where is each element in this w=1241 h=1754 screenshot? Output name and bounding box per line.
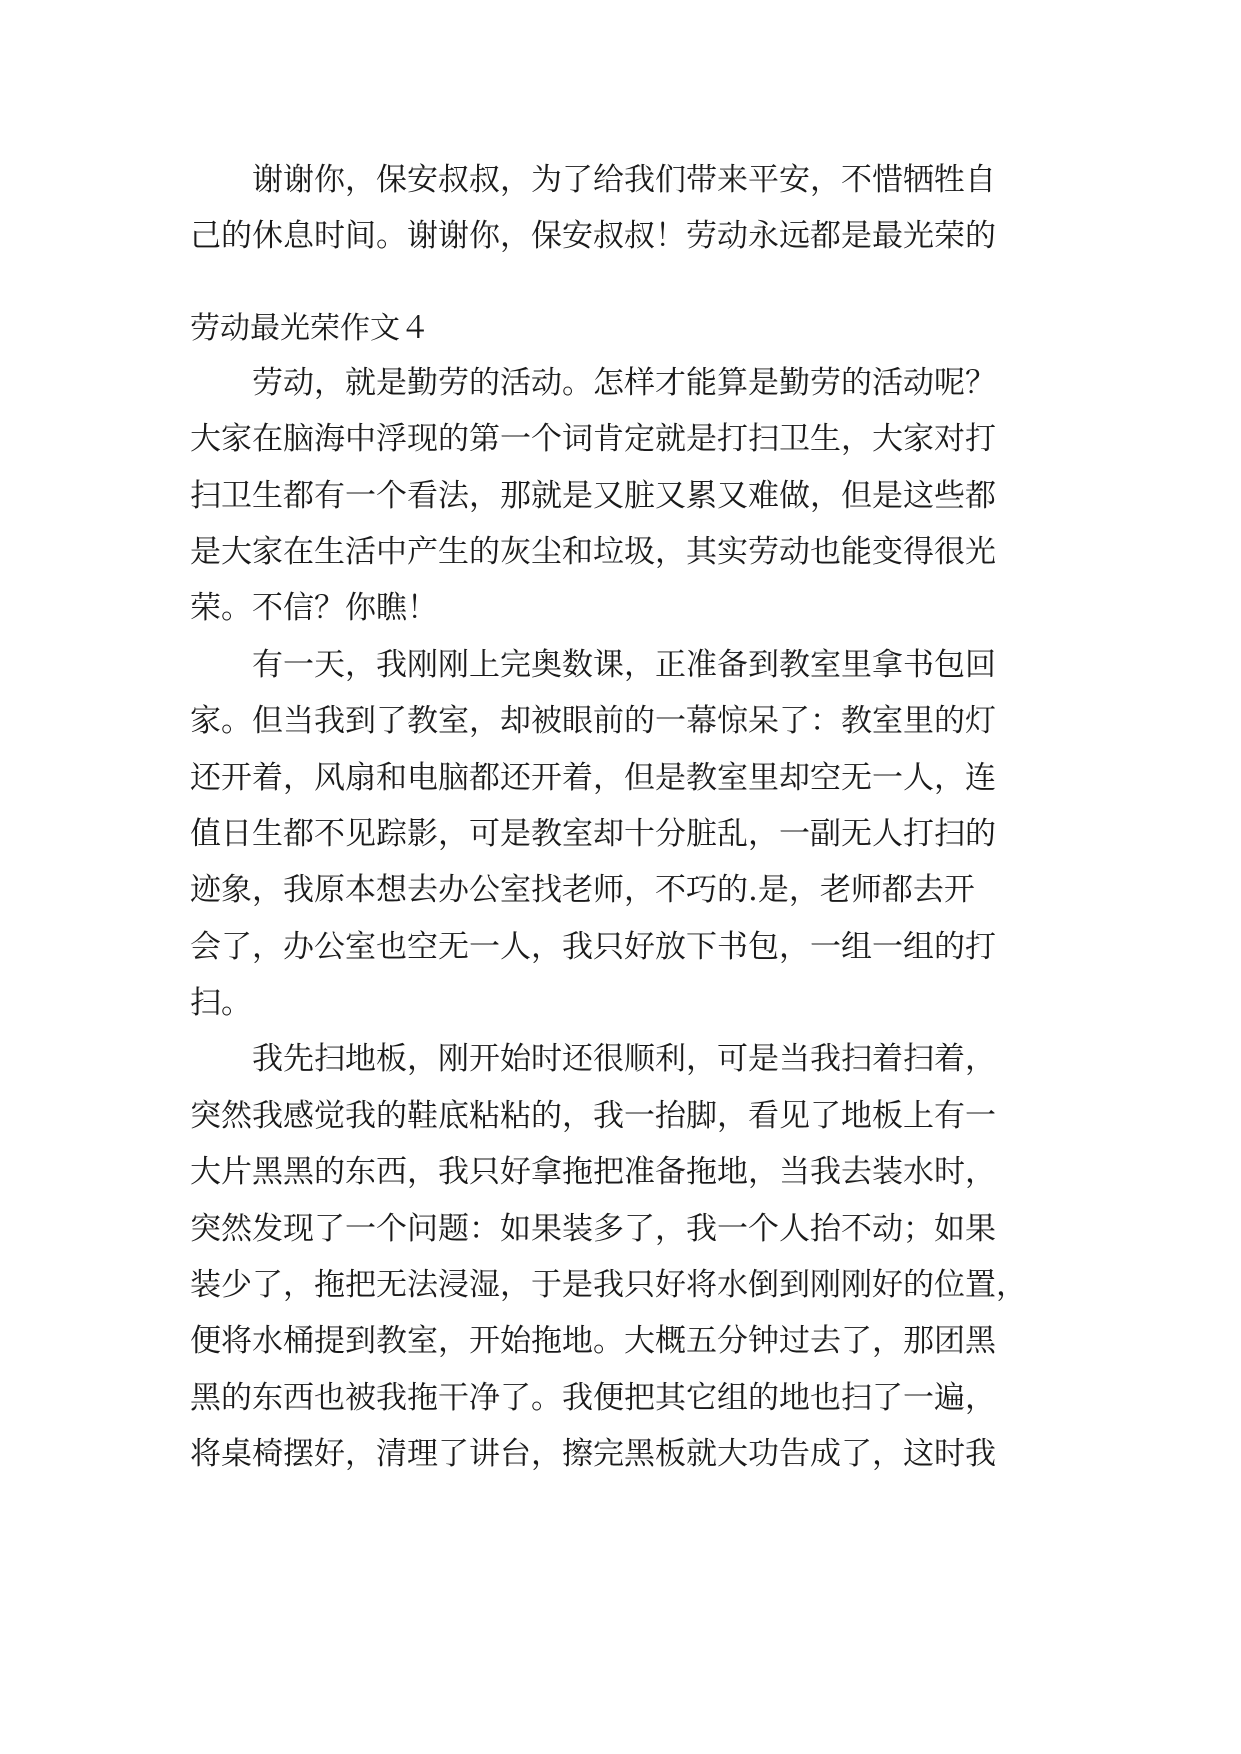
text-line: 还开着，风扇和电脑都还开着，但是教室里却空无一人，连 <box>190 759 996 796</box>
blank-line <box>190 265 1056 303</box>
text-line: 大片黑黑的东西，我只好拿拖把准备拖地，当我去装水时， <box>190 1154 996 1191</box>
text-line: 劳动，就是勤劳的活动。怎样才能算是勤劳的活动呢？ <box>190 364 996 401</box>
text-line: 黑的东西也被我拖干净了。我便把其它组的地也扫了一遍， <box>190 1379 996 1416</box>
text-line: 大家在脑海中浮现的第一个词肯定就是打扫卫生，大家对打 <box>190 421 996 458</box>
text-line: 荣。不信？你瞧！ <box>190 590 438 627</box>
text-line: 扫。 <box>190 985 252 1022</box>
text-line: 家。但当我到了教室，却被眼前的一幕惊呆了：教室里的灯 <box>190 703 996 740</box>
text-line: 装少了，拖把无法浸湿，于是我只好将水倒到刚刚好的位置， <box>190 1267 1027 1304</box>
text-line: 扫卫生都有一个看法，那就是又脏又累又难做，但是这些都 <box>190 477 996 514</box>
text-line: 突然发现了一个问题：如果装多了，我一个人抬不动；如果 <box>190 1210 996 1247</box>
text-line: 有一天，我刚刚上完奥数课，正准备到教室里拿书包回 <box>190 646 996 683</box>
paragraph-2 <box>190 637 1056 1032</box>
text-line: 会了，办公室也空无一人，我只好放下书包，一组一组的打 <box>190 928 996 965</box>
text-line: 将桌椅摆好，清理了讲台，擦完黑板就大功告成了，这时我 <box>190 1436 996 1473</box>
document-page <box>190 152 1056 1483</box>
section-heading: 劳动最光荣作文４ <box>190 310 430 346</box>
text-line: 谢谢你，保安叔叔，为了给我们带来平安，不惜牺牲自 <box>190 162 996 198</box>
text-line: 迹象，我原本想去办公室找老师，不巧的.是，老师都去开 <box>190 872 975 909</box>
text-line: 突然我感觉我的鞋底粘粘的，我一抬脚，看见了地板上有一 <box>190 1097 996 1134</box>
text-line: 是大家在生活中产生的灰尘和垃圾，其实劳动也能变得很光 <box>190 533 996 570</box>
paragraph-1 <box>190 355 1056 637</box>
paragraph-3 <box>190 1031 1056 1482</box>
previous-paragraph <box>190 152 1056 265</box>
text-line: 便将水桶提到教室，开始拖地。大概五分钟过去了，那团黑 <box>190 1323 996 1360</box>
text-line: 己的休息时间。谢谢你，保安叔叔！劳动永远都是最光荣的 <box>190 218 996 255</box>
text-line: 我先扫地板，刚开始时还很顺利，可是当我扫着扫着， <box>190 1041 996 1078</box>
text-line: 值日生都不见踪影，可是教室却十分脏乱，一副无人打扫的 <box>190 815 996 852</box>
